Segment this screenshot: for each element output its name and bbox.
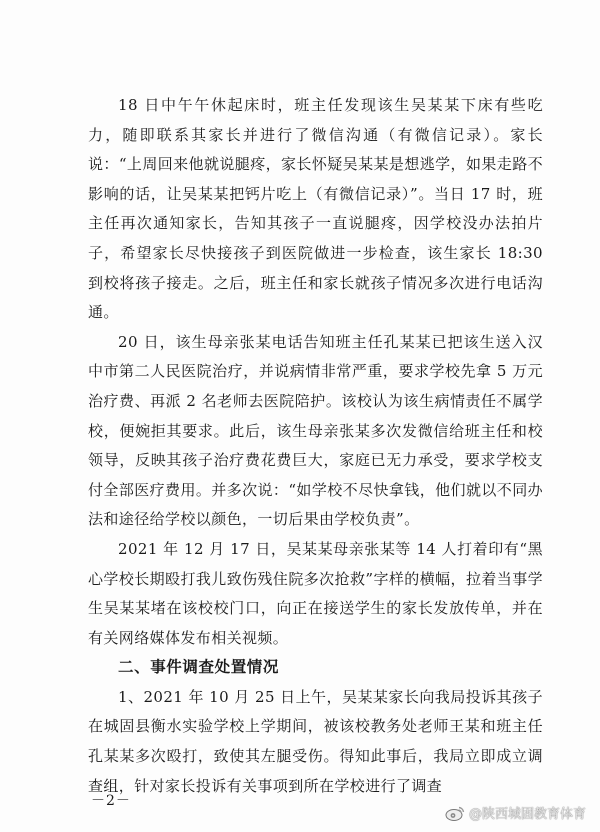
- paragraph-2: 20 日，该生母亲张某电话告知班主任孔某某已把该生送入汉中市第二人民医院治疗，并说病情非常严重，要求学校先拿 5 万元治疗费、再派 2 名老师去医院陪护。该校认为该生病情责任不属学校，便婉拒其要求。此后，该生母亲张某多次发微信给班主任和校领导，反映其孩子治疗费花费巨大，家庭已无力承受，要求学校支付全部医疗费用。并多次说：“如学校不尽快拿钱，他们就以不同办法和途径给学校以颜色，一切后果由学校负责”。: [88, 332, 543, 529]
- watermark: [445, 803, 586, 822]
- watermark-text: @陕西城固教育体育: [468, 807, 586, 822]
- document-body: [88, 91, 543, 801]
- weibo-logo-icon: [445, 805, 465, 821]
- section-heading: 二、事件调查处置情况: [118, 658, 280, 677]
- page-number: －2－: [91, 793, 131, 809]
- paragraph-3: 2021 年 12 月 17 日，吴某某母亲张某等 14 人打着印有“黑心学校长期殴打我儿致伤残住院多次抢救”字样的横幅，拉着当事学生吴某某堵在该校校门口，向正在接送学生的家长发放传单，并在有关网络媒体发布相关视频。: [88, 539, 543, 647]
- section-paragraph: 1、2021 年 10 月 25 日上午，吴某某家长向我局投诉其孩子在城固县衡水实验学校上学期间，被该校教务处老师王某和班主任孔某某多次殴打，致使其左腿受伤。得知此事后，我局立即成立调查组，针对家长投诉有关事项到所在学校进行了调查: [88, 687, 543, 795]
- paragraph-1: 18 日中午午休起床时，班主任发现该生吴某某下床有些吃力，随即联系其家长并进行了微信沟通（有微信记录）。家长说：“上周回来他就说腿疼，家长怀疑吴某某是想逃学，如果走路不影响的话，让吴某某把钙片吃上（有微信记录）”。当日 17 时，班主任再次通知家长，告知其孩子一直说腿疼，因学校没办法拍片子，希望家长尽快接孩子到医院做进一步检查，该生家长 18:30 到校将孩子接走。之后，班主任和家长就孩子情况多次进行电话沟通。: [88, 96, 543, 322]
